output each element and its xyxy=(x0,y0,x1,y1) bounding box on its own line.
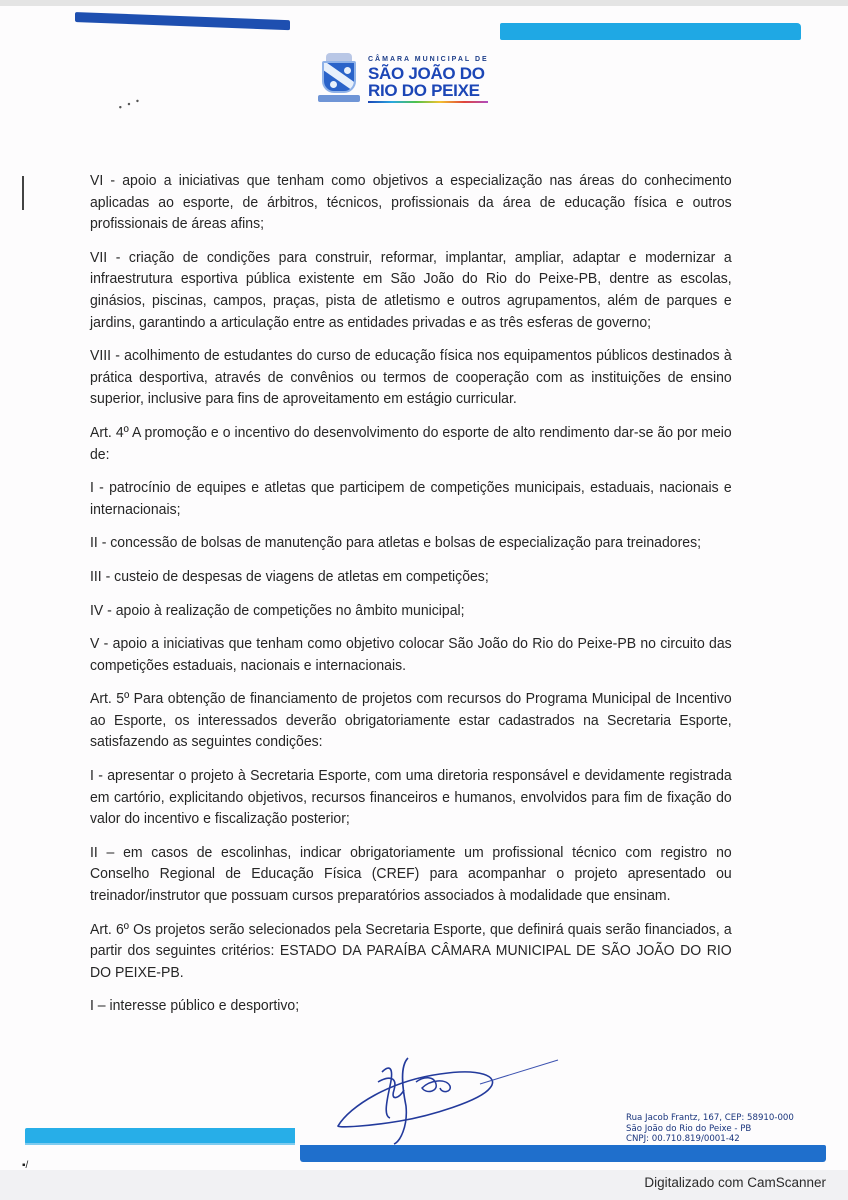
council-logo xyxy=(318,53,489,105)
logo-line-3: RIO DO PEIXE xyxy=(368,80,480,100)
paragraph-item-vii: VII - criação de condições para construir, reformar, implantar, ampliar, adaptar e modernizar a infraestrutura esportiva pública existente em São João do Rio do Peixe-PB, dentre as escolas, ginásios, piscinas, campos, praças, pista de atletismo e outros agrupamentos, além de parques e jardins, garantindo a articulação entre as entidades privadas e as três esferas de governo; xyxy=(90,248,732,331)
paragraph-art5-item-ii: II – em casos de escolinhas, indicar obrigatoriamente um profissional técnico com registro no Conselho Regional de Educação Física (CREF) para acompanhar o projeto apresentado ou treinador/instrutor que possuam cursos preparatórios associados à modalidade que ensinam. xyxy=(90,843,732,905)
municipal-crest-icon xyxy=(318,53,360,105)
paragraph-art4-item-iii: III - custeio de despesas de viagens de atletas em competições; xyxy=(90,567,489,585)
paragraph-art4-item-ii: II - concessão de bolsas de manutenção para atletas e bolsas de especialização para treinadores; xyxy=(90,534,701,552)
paragraph-item-vi: VI - apoio a iniciativas que tenham como objetivos a especialização nas áreas do conhecimento aplicadas ao esporte, de árbitros, técnicos, profissionais da área de educação física e outros profissionais de áreas afins; xyxy=(90,172,732,233)
logo-line-1: CÂMARA MUNICIPAL DE xyxy=(368,55,489,63)
scan-artifact: ••• xyxy=(117,93,147,113)
handwritten-signature-icon xyxy=(330,1046,560,1146)
paragraph-art4-item-v: V - apoio a iniciativas que tenham como objetivo colocar São João do Rio do Peixe-PB no circuito das competições estaduais, nacionais e internacionais. xyxy=(90,635,732,674)
logo-rainbow-underline xyxy=(368,101,488,103)
address-street: Rua Jacob Frantz, 167, CEP: 58910-000 xyxy=(626,1113,794,1123)
footer-address xyxy=(626,1113,794,1145)
paragraph-art-4: Art. 4º A promoção e o incentivo do desenvolvimento do esporte de alto rendimento dar-se ão por meio de: xyxy=(90,423,732,463)
footer-decorative-band-dark xyxy=(300,1145,826,1162)
address-city: São João do Rio do Peixe - PB xyxy=(626,1123,752,1134)
paragraph-art6-item-i: I – interesse público e desportivo; xyxy=(90,997,300,1015)
paragraph-art-5: Art. 5º Para obtenção de financiamento de projetos com recursos do Programa Municipal de Incentivo ao Esporte, os interessados deverão obrigatoriamente estar cadastrados na Secretaria Esporte, satisfazendo as seguintes condições: xyxy=(90,690,732,751)
logo-line-2: SÃO JOÃO DO xyxy=(368,63,485,83)
document-body xyxy=(90,170,732,1029)
paragraph-art4-item-i: I - patrocínio de equipes e atletas que participem de competições municipais, estaduais, nacionais e internacionais; xyxy=(90,479,732,518)
footer-decorative-line xyxy=(25,1143,295,1145)
document-page xyxy=(0,6,848,1170)
paragraph-item-viii: VIII - acolhimento de estudantes do curso de educação física nos equipamentos públicos destinados à prática desportiva, através de convênios ou termos de cooperação com as instituições de ensino superior, inclusive para fins de aproveitamento em estágio curricular. xyxy=(90,347,732,408)
paragraph-art4-item-iv: IV - apoio à realização de competições no âmbito municipal; xyxy=(90,601,465,619)
scan-edge-mark xyxy=(22,176,24,210)
paragraph-art5-item-i: I - apresentar o projeto à Secretaria Esporte, com uma diretoria responsável e devidamente registrada em cartório, explicitando objetivos, recursos financeiros e humanos, envolvidos para fim de fixação do valor do incentivo e fiscalização posterior; xyxy=(90,767,732,828)
paragraph-art-6: Art. 6º Os projetos serão selecionados pela Secretaria Esporte, que definirá quais serão financiados, a partir dos seguintes critérios: ESTADO DA PARAÍBA CÂMARA MUNICIPAL DE SÃO JOÃO DO RIO DO PEIXE-PB. xyxy=(90,920,732,981)
logo-wordmark xyxy=(368,56,489,103)
scan-artifact: ▪/ xyxy=(22,1160,29,1171)
header-decorative-band-dark xyxy=(75,12,290,30)
header-decorative-band-light xyxy=(500,23,801,40)
camscanner-watermark: Digitalizado com CamScanner xyxy=(644,1175,826,1190)
footer-decorative-band-light xyxy=(25,1128,295,1144)
address-cnpj: CNPJ: 00.710.819/0001-42 xyxy=(626,1134,740,1144)
